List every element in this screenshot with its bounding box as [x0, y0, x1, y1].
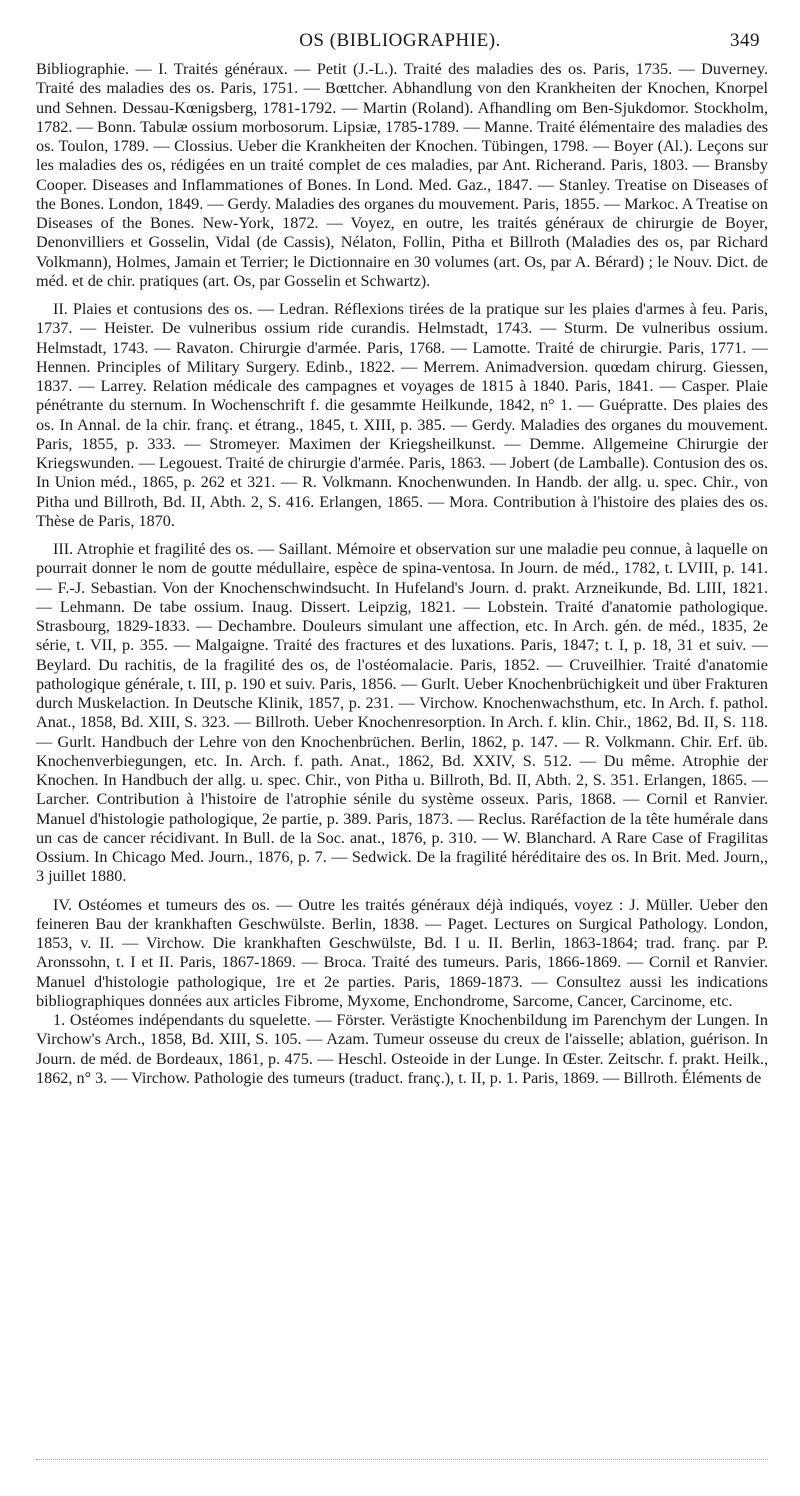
bibliography-body	[36, 60, 768, 1088]
subsection-independent-osteomas: 1. Ostéomes indépendants du squelette. — Förster. Verästigte Knochenbildung im Parenchym der Lungen. In Virchow's Arch., 1858, Bd. XIII, S. 105. — Azam. Tumeur osseuse du creux de l'aisselle; ablation, guérison. In Journ. de méd. de Bordeaux, 1861, p. 475. — Heschl. Osteoide in der Lunge. In Œster. Zeitschr. f. prakt. Heilk., 1862, n° 3. — Virchow. Pathologie des tumeurs (traduct. franç.), t. II, p. 1. Paris, 1869. — Billroth. Éléments de	[36, 1011, 768, 1087]
running-header	[36, 30, 764, 60]
page-number: 349	[730, 30, 760, 51]
section-atrophy-fragility: III. Atrophie et fragilité des os. — Saillant. Mémoire et observation sur une maladie peu connue, à laquelle on pourrait donner le nom de goutte médullaire, espèce de spina-ventosa. In Journ. de méd., 1782, t. LVIII, p. 141. — F.-J. Sebastian. Von der Knochenschwindsucht. In Hufeland's Journ. d. prakt. Arzneikunde, Bd. LIII, 1821. — Lehmann. De tabe ossium. Inaug. Dissert. Leipzig, 1821. — Lobstein. Traité d'anatomie pathologique. Strasbourg, 1829-1833. — Dechambre. Douleurs simulant une affection, etc. In Arch. gén. de méd., 1835, 2e série, t. VII, p. 355. — Malgaigne. Traité des fractures et des luxations. Paris, 1847; t. I, p. 18, 31 et suiv. — Beylard. Du rachitis, de la fragilité des os, de l'ostéomalacie. Paris, 1852. — Cruveilhier. Traité d'anatomie pathologique générale, t. III, p. 190 et suiv. Paris, 1856. — Gurlt. Ueber Knochenbrüchigkeit und über Frakturen durch Muskelaction. In Deutsche Klinik, 1857, p. 231. — Virchow. Knochenwachsthum, etc. In Arch. f. pathol. Anat., 1858, Bd. XIII, S. 323. — Billroth. Ueber Knochenresorption. In Arch. f. klin. Chir., 1862, Bd. II, S. 118. — Gurlt. Handbuch der Lehre von den Knochenbrüchen. Berlin, 1862, p. 147. — R. Volkmann. Chir. Erf. üb. Knochenverbiegungen, etc. In. Arch. f. path. Anat., 1862, Bd. XXIV, S. 512. — Du même. Atrophie der Knochen. In Handbuch der allg. u. spec. Chir., von Pitha u. Billroth, Bd. II, Abth. 2, S. 351. Erlangen, 1865. — Larcher. Contribution à l'histoire de l'atrophie sénile du système osseux. Paris, 1868. — Cornil et Ranvier. Manuel d'histologie pathologique, 2e partie, p. 389. Paris, 1873. — Reclus. Raréfaction de la tête humérale dans un cas de cancer récidivant. In Bull. de la Soc. anat., 1876, p. 310. — W. Blanchard. A Rare Case of Fragilitas Ossium. In Chicago Med. Journ., 1876, p. 7. — Sedwick. De la fragilité héréditaire des os. In Brit. Med. Journ,, 3 juillet 1880.	[36, 540, 768, 886]
section-wounds-contusions: II. Plaies et contusions des os. — Ledran. Réflexions tirées de la pratique sur les plaies d'armes à feu. Paris, 1737. — Heister. De vulneribus ossium ride curandis. Helmstadt, 1743. — Sturm. De vulneribus ossium. Helmstadt, 1743. — Ravaton. Chirurgie d'armée. Paris, 1768. — Lamotte. Traité de chirurgie. Paris, 1771. — Hennen. Principles of Military Surgery. Edinb., 1822. — Merrem. Animadversion. quœdam chirurg. Giessen, 1837. — Larrey. Relation médicale des campagnes et voyages de 1815 à 1840. Paris, 1841. — Casper. Plaie pénétrante du sternum. In Wochenschrift f. die gesammte Heilkunde, 1842, n° 1. — Guépratte. Des plaies des os. In Annal. de la chir. franç. et étrang., 1845, t. XIII, p. 385. — Gerdy. Maladies des organes du mouvement. Paris, 1855, p. 333. — Stromeyer. Maximen der Kriegsheilkunst. — Demme. Allgemeine Chirurgie der Kriegswunden. — Legouest. Traité de chirurgie d'armée. Paris, 1863. — Jobert (de Lamballe). Contusion des os. In Union méd., 1865, p. 262 et 321. — R. Volkmann. Knochenwunden. In Handb. der allg. u. spec. Chir., von Pitha und Billroth, Bd. II, Abth. 2, S. 416. Erlangen, 1865. — Mora. Contribution à l'histoire des plaies des os. Thèse de Paris, 1870.	[36, 300, 768, 530]
page-title: OS (BIBLIOGRAPHIE).	[299, 30, 501, 51]
section-general-treatises: Bibliographie. — I. Traités généraux. — Petit (J.-L.). Traité des maladies des os. Paris, 1735. — Duverney. Traité des maladies des os. Paris, 1751. — Bœttcher. Abhandlung von den Krankheiten der Knochen, Knorpel und Sehnen. Dessau-Kœnigsberg, 1781-1792. — Martin (Roland). Afhandling om Ben-Sjukdomor. Stockholm, 1782. — Bonn. Tabulæ ossium morbosorum. Lipsiæ, 1785-1789. — Manne. Traité élémentaire des maladies des os. Toulon, 1789. — Clossius. Ueber die Krankheiten der Knochen. Tübingen, 1798. — Boyer (Al.). Leçons sur les maladies des os, rédigées en un traité complet de ces maladies, par Ant. Richerand. Paris, 1803. — Bransby Cooper. Diseases and Inflammationes of Bones. In Lond. Med. Gaz., 1847. — Stanley. Treatise on Diseases of the Bones. London, 1849. — Gerdy. Maladies des organes du mouvement. Paris, 1855. — Markoc. A Treatise on Diseases of the Bones. New-York, 1872. — Voyez, en outre, les traités généraux de chirurgie de Boyer, Denonvilliers et Gosselin, Vidal (de Cassis), Nélaton, Follin, Pitha et Billroth (Maladies des os, par Richard Volkmann), Holmes, Jamain et Terrier; le Dictionnaire en 30 volumes (art. Os, par A. Bérard) ; le Nouv. Dict. de méd. et de chir. pratiques (art. Os, par Gosselin et Schwartz).	[36, 60, 768, 290]
footer-divider	[36, 1459, 768, 1460]
section-osteomas-tumors: IV. Ostéomes et tumeurs des os. — Outre les traités généraux déjà indiqués, voyez : J. Müller. Ueber den feineren Bau der krankhaften Geschwülste. Berlin, 1838. — Paget. Lectures on Surgical Pathology. London, 1853, v. II. — Virchow. Die krankhaften Geschwülste, Bd. I u. II. Berlin, 1863-1864; trad. franç. par P. Aronssohn, t. I et II. Paris, 1867-1869. — Broca. Traité des tumeurs. Paris, 1866-1869. — Cornil et Ranvier. Manuel d'histologie pathologique, 1re et 2e parties. Paris, 1869-1873. — Consultez aussi les indications bibliographiques données aux articles Fibrome, Myxome, Enchondrome, Sarcome, Cancer, Carcinome, etc.	[36, 895, 768, 1010]
